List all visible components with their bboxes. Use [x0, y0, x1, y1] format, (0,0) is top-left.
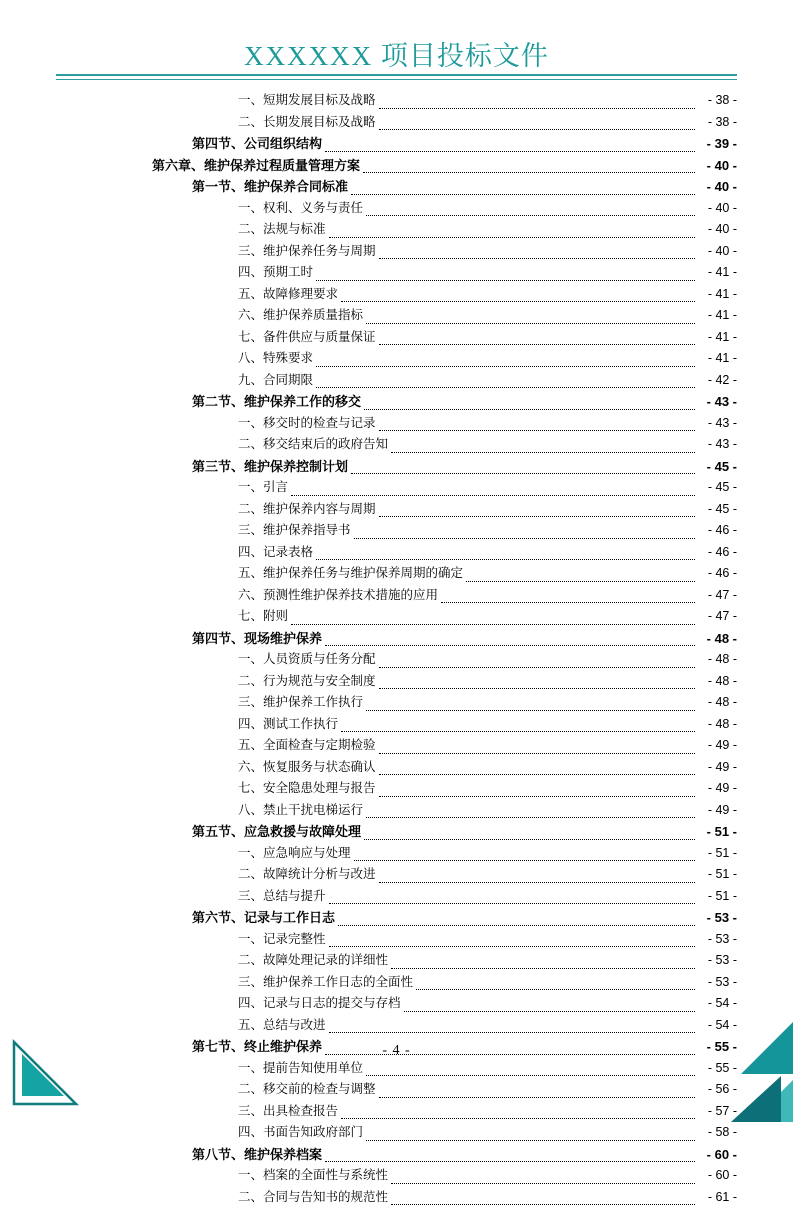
- toc-entry-item[interactable]: [56, 757, 737, 779]
- toc-entry-item[interactable]: [56, 370, 737, 392]
- toc-entry-label: 五、全面检查与定期检验: [238, 735, 376, 757]
- toc-entry-item[interactable]: [56, 800, 737, 822]
- toc-entry-page: - 40 -: [697, 219, 737, 241]
- toc-entry-page: - 40 -: [697, 176, 737, 198]
- toc-leader-dots: [366, 1139, 695, 1141]
- toc-entry-chapter[interactable]: [56, 155, 737, 177]
- toc-entry-page: - 40 -: [697, 155, 737, 177]
- toc-entry-label: 一、人员资质与任务分配: [238, 649, 376, 671]
- toc-entry-label: 三、维护保养指导书: [238, 520, 351, 542]
- toc-entry-label: 六、预测性维护保养技术措施的应用: [238, 585, 438, 607]
- toc-entry-page: - 55 -: [697, 1036, 737, 1058]
- toc-leader-dots: [316, 365, 695, 367]
- toc-entry-label: 第六节、记录与工作日志: [192, 907, 335, 929]
- toc-leader-dots: [379, 666, 695, 668]
- toc-entry-page: - 61 -: [697, 1187, 737, 1208]
- toc-entry-label: 第八节、维护保养档案: [192, 1144, 322, 1166]
- toc-entry-item[interactable]: [56, 993, 737, 1015]
- toc-leader-dots: [354, 537, 695, 539]
- decorative-corner-right: [673, 1022, 793, 1122]
- toc-entry-label: 七、安全隐患处理与报告: [238, 778, 376, 800]
- toc-entry-label: 一、权利、义务与责任: [238, 198, 363, 220]
- toc-leader-dots: [391, 967, 695, 969]
- toc-entry-label: 二、维护保养内容与周期: [238, 499, 376, 521]
- toc-entry-item[interactable]: [56, 671, 737, 693]
- toc-entry-page: - 53 -: [697, 907, 737, 929]
- toc-entry-page: - 55 -: [697, 1058, 737, 1080]
- toc-entry-page: - 49 -: [697, 735, 737, 757]
- toc-entry-label: 二、合同与告知书的规范性: [238, 1187, 388, 1208]
- toc-entry-label: 一、应急响应与处理: [238, 843, 351, 865]
- toc-entry-page: - 60 -: [697, 1165, 737, 1187]
- toc-entry-label: 第七节、终止维护保养: [192, 1036, 322, 1058]
- toc-leader-dots: [379, 107, 695, 109]
- toc-entry-page: - 42 -: [697, 370, 737, 392]
- toc-entry-page: - 58 -: [697, 1122, 737, 1144]
- toc-entry-item[interactable]: [56, 112, 737, 134]
- toc-entry-page: - 41 -: [697, 262, 737, 284]
- toc-leader-dots: [341, 1117, 695, 1119]
- toc-entry-page: - 46 -: [697, 542, 737, 564]
- toc-entry-page: - 49 -: [697, 778, 737, 800]
- toc-leader-dots: [366, 214, 695, 216]
- toc-entry-section[interactable]: [56, 456, 737, 478]
- toc-entry-item[interactable]: [56, 327, 737, 349]
- toc-entry-item[interactable]: [56, 1187, 737, 1208]
- toc-leader-dots: [329, 945, 695, 947]
- toc-entry-page: - 51 -: [697, 864, 737, 886]
- toc-leader-dots: [316, 386, 695, 388]
- toc-entry-label: 三、出具检查报告: [238, 1101, 338, 1123]
- toc-entry-label: 一、移交时的检查与记录: [238, 413, 376, 435]
- footer-page-number: - 4 -: [0, 1043, 793, 1059]
- toc-leader-dots: [364, 408, 695, 410]
- toc-leader-dots: [379, 881, 695, 883]
- toc-entry-label: 八、禁止干扰电梯运行: [238, 800, 363, 822]
- toc-entry-label: 二、行为规范与安全制度: [238, 671, 376, 693]
- toc-leader-dots: [366, 816, 695, 818]
- toc-entry-page: - 56 -: [697, 1079, 737, 1101]
- toc-entry-item[interactable]: [56, 413, 737, 435]
- toc-entry-section[interactable]: [56, 821, 737, 843]
- toc-leader-dots: [466, 580, 695, 582]
- toc-entry-item[interactable]: [56, 886, 737, 908]
- toc-leader-dots: [379, 795, 695, 797]
- toc-entry-label: 第四节、公司组织结构: [192, 133, 322, 155]
- toc-entry-label: 三、维护保养工作执行: [238, 692, 363, 714]
- toc-entry-page: - 45 -: [697, 456, 737, 478]
- toc-entry-label: 一、提前告知使用单位: [238, 1058, 363, 1080]
- toc-entry-page: - 53 -: [697, 950, 737, 972]
- toc-entry-page: - 57 -: [697, 1101, 737, 1123]
- toc-entry-page: - 45 -: [697, 477, 737, 499]
- toc-entry-item[interactable]: [56, 1058, 737, 1080]
- toc-entry-item[interactable]: [56, 1122, 737, 1144]
- toc-entry-section[interactable]: [56, 628, 737, 650]
- toc-leader-dots: [354, 859, 695, 861]
- toc-entry-page: - 51 -: [697, 821, 737, 843]
- toc-entry-label: 二、法规与标准: [238, 219, 326, 241]
- toc-entry-item[interactable]: [56, 305, 737, 327]
- toc-entry-page: - 41 -: [697, 348, 737, 370]
- toc-entry-label: 第五节、应急救援与故障处理: [192, 821, 361, 843]
- toc-entry-page: - 47 -: [697, 585, 737, 607]
- page-title-prefix: XXXXXX: [244, 41, 373, 71]
- toc-entry-page: - 45 -: [697, 499, 737, 521]
- toc-entry-section[interactable]: [56, 391, 737, 413]
- toc-leader-dots: [379, 752, 695, 754]
- toc-leader-dots: [379, 773, 695, 775]
- toc-entry-page: - 39 -: [697, 133, 737, 155]
- toc-leader-dots: [379, 1096, 695, 1098]
- toc-leader-dots: [391, 1203, 695, 1205]
- toc-leader-dots: [366, 322, 695, 324]
- decorative-corner-left: [14, 1042, 92, 1104]
- toc-entry-label: 四、测试工作执行: [238, 714, 338, 736]
- toc-entry-item[interactable]: [56, 219, 737, 241]
- page-title: [0, 34, 793, 73]
- toc-leader-dots: [341, 730, 695, 732]
- toc-entry-label: 三、维护保养任务与周期: [238, 241, 376, 263]
- toc-entry-item[interactable]: [56, 843, 737, 865]
- toc-entry-label: 四、记录表格: [238, 542, 313, 564]
- toc-entry-page: - 51 -: [697, 843, 737, 865]
- toc-entry-page: - 43 -: [697, 391, 737, 413]
- toc-entry-label: 第一节、维护保养合同标准: [192, 176, 348, 198]
- toc-leader-dots: [325, 150, 695, 152]
- toc-entry-item[interactable]: [56, 714, 737, 736]
- toc-entry-item[interactable]: [56, 90, 737, 112]
- toc-entry-page: - 40 -: [697, 241, 737, 263]
- toc-entry-item[interactable]: [56, 477, 737, 499]
- toc-leader-dots: [329, 236, 695, 238]
- toc-entry-label: 第三节、维护保养控制计划: [192, 456, 348, 478]
- toc-leader-dots: [366, 1074, 695, 1076]
- toc-entry-page: - 54 -: [697, 1015, 737, 1037]
- toc-entry-page: - 43 -: [697, 413, 737, 435]
- toc-entry-label: 第六章、维护保养过程质量管理方案: [152, 155, 360, 177]
- toc-entry-page: - 40 -: [697, 198, 737, 220]
- toc-entry-item[interactable]: [56, 563, 737, 585]
- toc-entry-label: 五、故障修理要求: [238, 284, 338, 306]
- toc-entry-label: 一、短期发展目标及战略: [238, 90, 376, 112]
- toc-entry-label: 四、书面告知政府部门: [238, 1122, 363, 1144]
- toc-leader-dots: [363, 171, 695, 173]
- toc-leader-dots: [325, 1160, 695, 1162]
- toc-entry-page: - 53 -: [697, 929, 737, 951]
- toc-leader-dots: [338, 924, 695, 926]
- toc-entry-item[interactable]: [56, 778, 737, 800]
- toc-entry-item[interactable]: [56, 929, 737, 951]
- toc-leader-dots: [379, 343, 695, 345]
- toc-leader-dots: [379, 128, 695, 130]
- toc-entry-item[interactable]: [56, 864, 737, 886]
- toc-entry-page: - 49 -: [697, 757, 737, 779]
- toc-entry-label: 二、故障处理记录的详细性: [238, 950, 388, 972]
- toc-entry-item[interactable]: [56, 284, 737, 306]
- toc-entry-item[interactable]: [56, 585, 737, 607]
- toc-entry-section[interactable]: [56, 176, 737, 198]
- toc-entry-section[interactable]: [56, 1144, 737, 1166]
- toc-entry-label: 一、记录完整性: [238, 929, 326, 951]
- toc-leader-dots: [364, 838, 695, 840]
- toc-leader-dots: [391, 1182, 695, 1184]
- toc-entry-page: - 48 -: [697, 692, 737, 714]
- toc-leader-dots: [404, 1010, 695, 1012]
- toc-entry-label: 五、维护保养任务与维护保养周期的确定: [238, 563, 463, 585]
- toc-entry-page: - 46 -: [697, 563, 737, 585]
- document-header: [0, 34, 793, 73]
- toc-entry-item[interactable]: [56, 542, 737, 564]
- header-divider-thick: [56, 74, 737, 76]
- toc-entry-label: 四、记录与日志的提交与存档: [238, 993, 401, 1015]
- toc-entry-item[interactable]: [56, 692, 737, 714]
- toc-entry-item[interactable]: [56, 198, 737, 220]
- toc-entry-page: - 54 -: [697, 993, 737, 1015]
- table-of-contents: [56, 90, 737, 1208]
- toc-leader-dots: [351, 193, 695, 195]
- toc-leader-dots: [341, 300, 695, 302]
- toc-entry-label: 二、移交前的检查与调整: [238, 1079, 376, 1101]
- toc-entry-page: - 38 -: [697, 112, 737, 134]
- toc-leader-dots: [329, 1031, 695, 1033]
- toc-entry-item[interactable]: [56, 499, 737, 521]
- toc-entry-item[interactable]: [56, 735, 737, 757]
- toc-leader-dots: [316, 279, 695, 281]
- toc-entry-label: 七、附则: [238, 606, 288, 628]
- toc-entry-label: 一、档案的全面性与系统性: [238, 1165, 388, 1187]
- toc-entry-label: 二、移交结束后的政府告知: [238, 434, 388, 456]
- toc-entry-item[interactable]: [56, 606, 737, 628]
- toc-entry-page: - 41 -: [697, 327, 737, 349]
- toc-entry-section[interactable]: [56, 907, 737, 929]
- toc-entry-label: 六、维护保养质量指标: [238, 305, 363, 327]
- toc-entry-item[interactable]: [56, 348, 737, 370]
- toc-entry-item[interactable]: [56, 972, 737, 994]
- toc-entry-label: 二、故障统计分析与改进: [238, 864, 376, 886]
- toc-entry-page: - 48 -: [697, 714, 737, 736]
- toc-entry-page: - 41 -: [697, 305, 737, 327]
- toc-leader-dots: [366, 709, 695, 711]
- toc-leader-dots: [416, 988, 695, 990]
- toc-leader-dots: [379, 687, 695, 689]
- toc-entry-item[interactable]: [56, 1015, 737, 1037]
- toc-leader-dots: [391, 451, 695, 453]
- toc-entry-label: 二、长期发展目标及战略: [238, 112, 376, 134]
- toc-entry-label: 三、总结与提升: [238, 886, 326, 908]
- toc-entry-label: 第四节、现场维护保养: [192, 628, 322, 650]
- toc-entry-page: - 48 -: [697, 628, 737, 650]
- toc-entry-page: - 38 -: [697, 90, 737, 112]
- toc-leader-dots: [379, 429, 695, 431]
- page-title-main: 项目投标文件: [373, 41, 549, 71]
- toc-entry-item[interactable]: [56, 262, 737, 284]
- toc-leader-dots: [316, 558, 695, 560]
- toc-entry-page: - 51 -: [697, 886, 737, 908]
- toc-entry-page: - 43 -: [697, 434, 737, 456]
- toc-entry-label: 六、恢复服务与状态确认: [238, 757, 376, 779]
- toc-entry-page: - 60 -: [697, 1144, 737, 1166]
- toc-entry-page: - 48 -: [697, 671, 737, 693]
- toc-entry-item[interactable]: [56, 1079, 737, 1101]
- toc-leader-dots: [351, 472, 695, 474]
- toc-entry-page: - 49 -: [697, 800, 737, 822]
- toc-leader-dots: [291, 494, 695, 496]
- toc-leader-dots: [379, 257, 695, 259]
- toc-entry-label: 四、预期工时: [238, 262, 313, 284]
- toc-entry-item[interactable]: [56, 520, 737, 542]
- toc-entry-item[interactable]: [56, 649, 737, 671]
- toc-leader-dots: [329, 902, 695, 904]
- toc-entry-label: 八、特殊要求: [238, 348, 313, 370]
- toc-leader-dots: [441, 601, 695, 603]
- toc-entry-item[interactable]: [56, 241, 737, 263]
- toc-entry-page: - 47 -: [697, 606, 737, 628]
- toc-entry-item[interactable]: [56, 950, 737, 972]
- toc-leader-dots: [291, 623, 695, 625]
- toc-leader-dots: [325, 644, 695, 646]
- toc-leader-dots: [379, 515, 695, 517]
- toc-entry-item[interactable]: [56, 434, 737, 456]
- toc-entry-page: - 46 -: [697, 520, 737, 542]
- toc-entry-section[interactable]: [56, 133, 737, 155]
- header-divider-thin: [56, 79, 737, 80]
- toc-entry-page: - 48 -: [697, 649, 737, 671]
- toc-entry-label: 三、维护保养工作日志的全面性: [238, 972, 413, 994]
- toc-entry-label: 第二节、维护保养工作的移交: [192, 391, 361, 413]
- toc-entry-page: - 53 -: [697, 972, 737, 994]
- toc-entry-item[interactable]: [56, 1165, 737, 1187]
- toc-entry-label: 五、总结与改进: [238, 1015, 326, 1037]
- toc-entry-page: - 41 -: [697, 284, 737, 306]
- toc-entry-item[interactable]: [56, 1101, 737, 1123]
- toc-entry-label: 一、引言: [238, 477, 288, 499]
- toc-entry-label: 七、备件供应与质量保证: [238, 327, 376, 349]
- toc-entry-label: 九、合同期限: [238, 370, 313, 392]
